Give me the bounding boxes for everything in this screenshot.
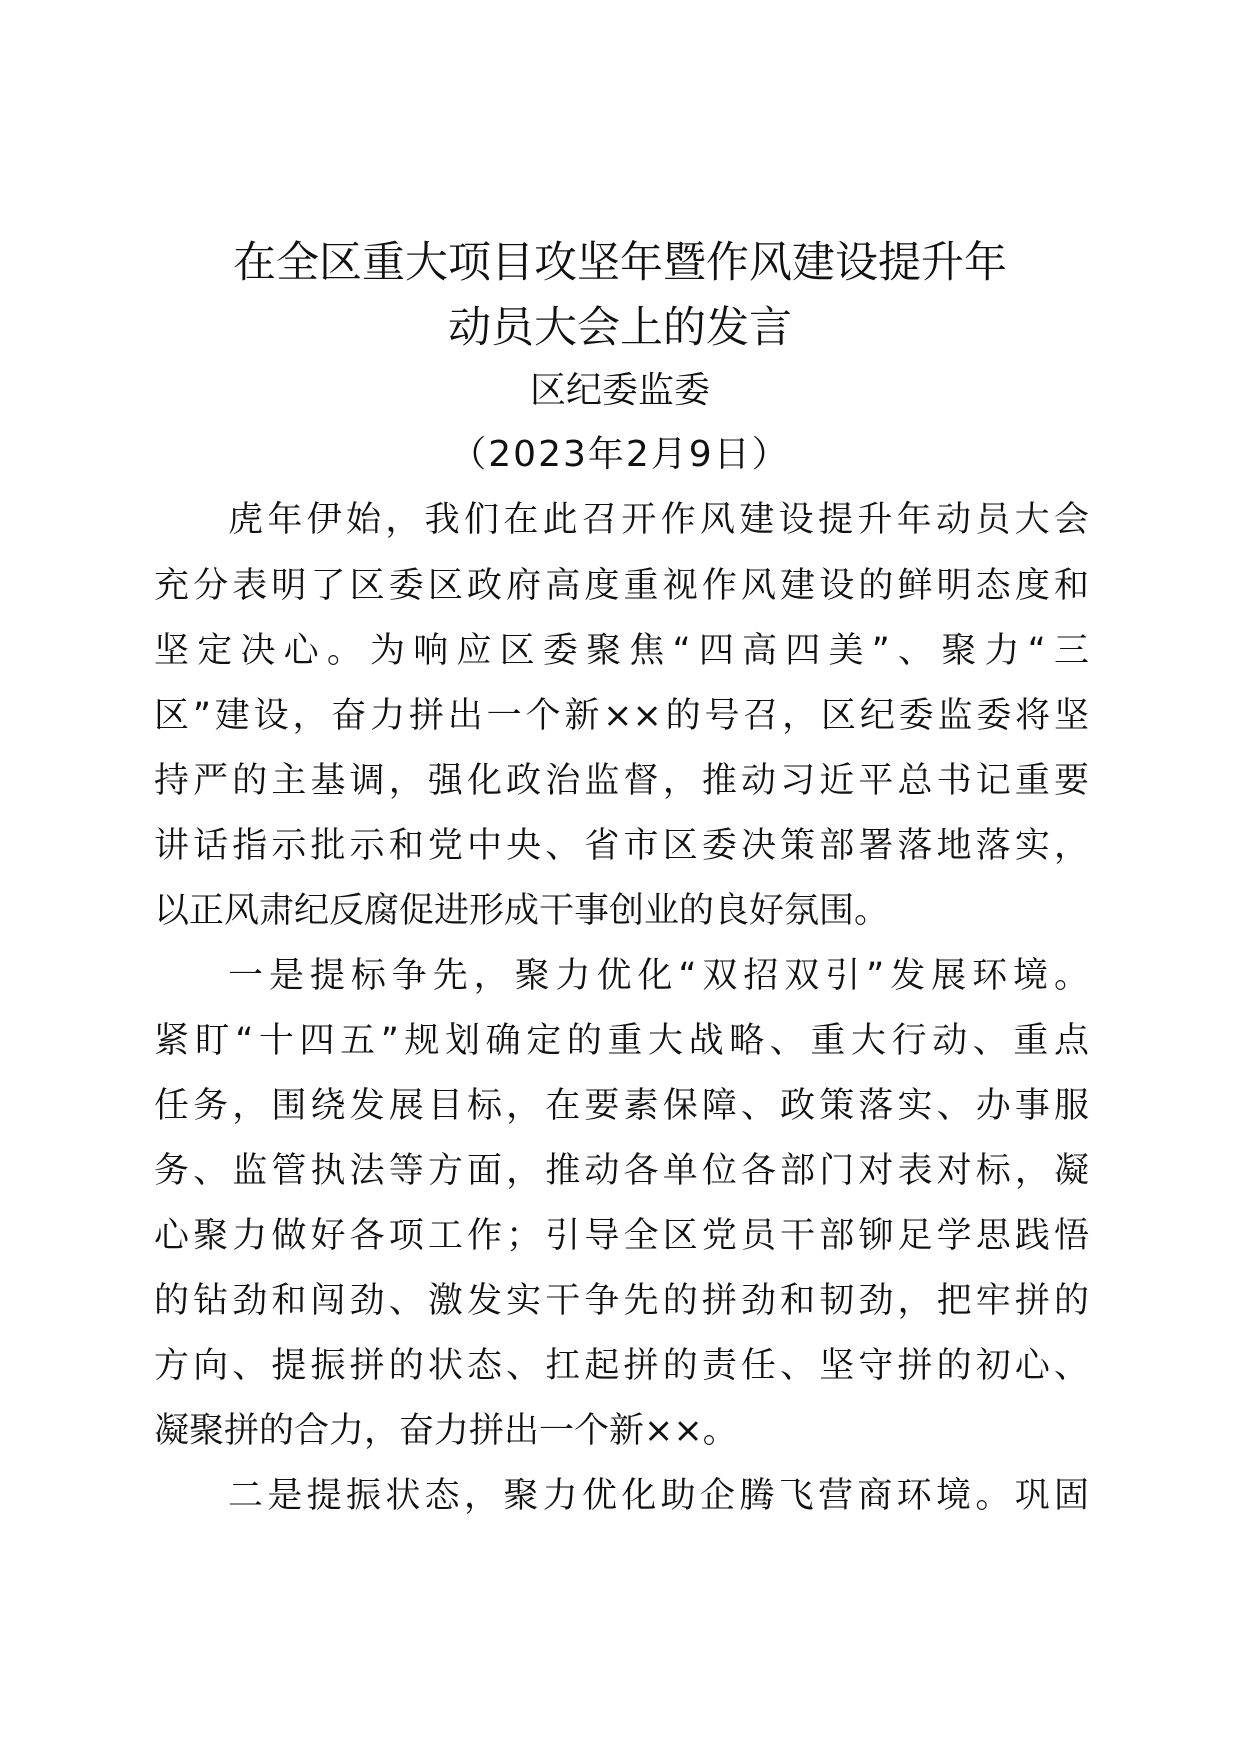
body-line: 二是提振状态，聚力优化助企腾飞营商环境。巩固 [228, 1476, 1089, 1516]
body-line: 持严的主基调，强化政治监督，推动习近平总书记重要 [154, 761, 1089, 801]
document-author: 区纪委监委 [529, 370, 710, 411]
body-line: 务、监管执法等方面，推动各单位各部门对表对标，凝 [154, 1151, 1089, 1191]
body-line: 紧盯“十四五”规划确定的重大战略、重大行动、重点 [154, 1021, 1089, 1061]
body-line: 任务，围绕发展目标，在要素保障、政策落实、办事服 [154, 1086, 1089, 1126]
body-line: 凝聚拼的合力，奋力拼出一个新××。 [154, 1411, 738, 1451]
document-title-line-2: 动员大会上的发言 [448, 303, 792, 353]
body-line: 充分表明了区委区政府高度重视作风建设的鲜明态度和 [154, 566, 1089, 606]
body-line: 讲话指示批示和党中央、省市区委决策部署落地落实， [154, 826, 1089, 866]
body-line: 方向、提振拼的状态、扛起拼的责任、坚守拼的初心、 [154, 1346, 1089, 1386]
body-line: 区”建设，奋力拼出一个新××的号召，区纪委监委将坚 [154, 696, 1089, 736]
body-line: 以正风肃纪反腐促进形成干事创业的良好氛围。 [154, 891, 890, 931]
body-line: 的钻劲和闯劲、激发实干争先的拼劲和韧劲，把牢拼的 [154, 1281, 1089, 1321]
body-line: 心聚力做好各项工作；引导全区党员干部铆足学思践悟 [154, 1216, 1089, 1256]
body-line: 坚定决心。为响应区委聚焦“四高四美”、聚力“三 [154, 631, 1089, 671]
body-line: 虎年伊始，我们在此召开作风建设提升年动员大会 [228, 500, 1089, 540]
document-title-line-1: 在全区重大项目攻坚年暨作风建设提升年 [233, 238, 1007, 288]
document-date: （2023年2月9日） [450, 434, 790, 475]
body-line: 一是提标争先，聚力优化“双招双引”发展环境。 [228, 956, 1089, 996]
